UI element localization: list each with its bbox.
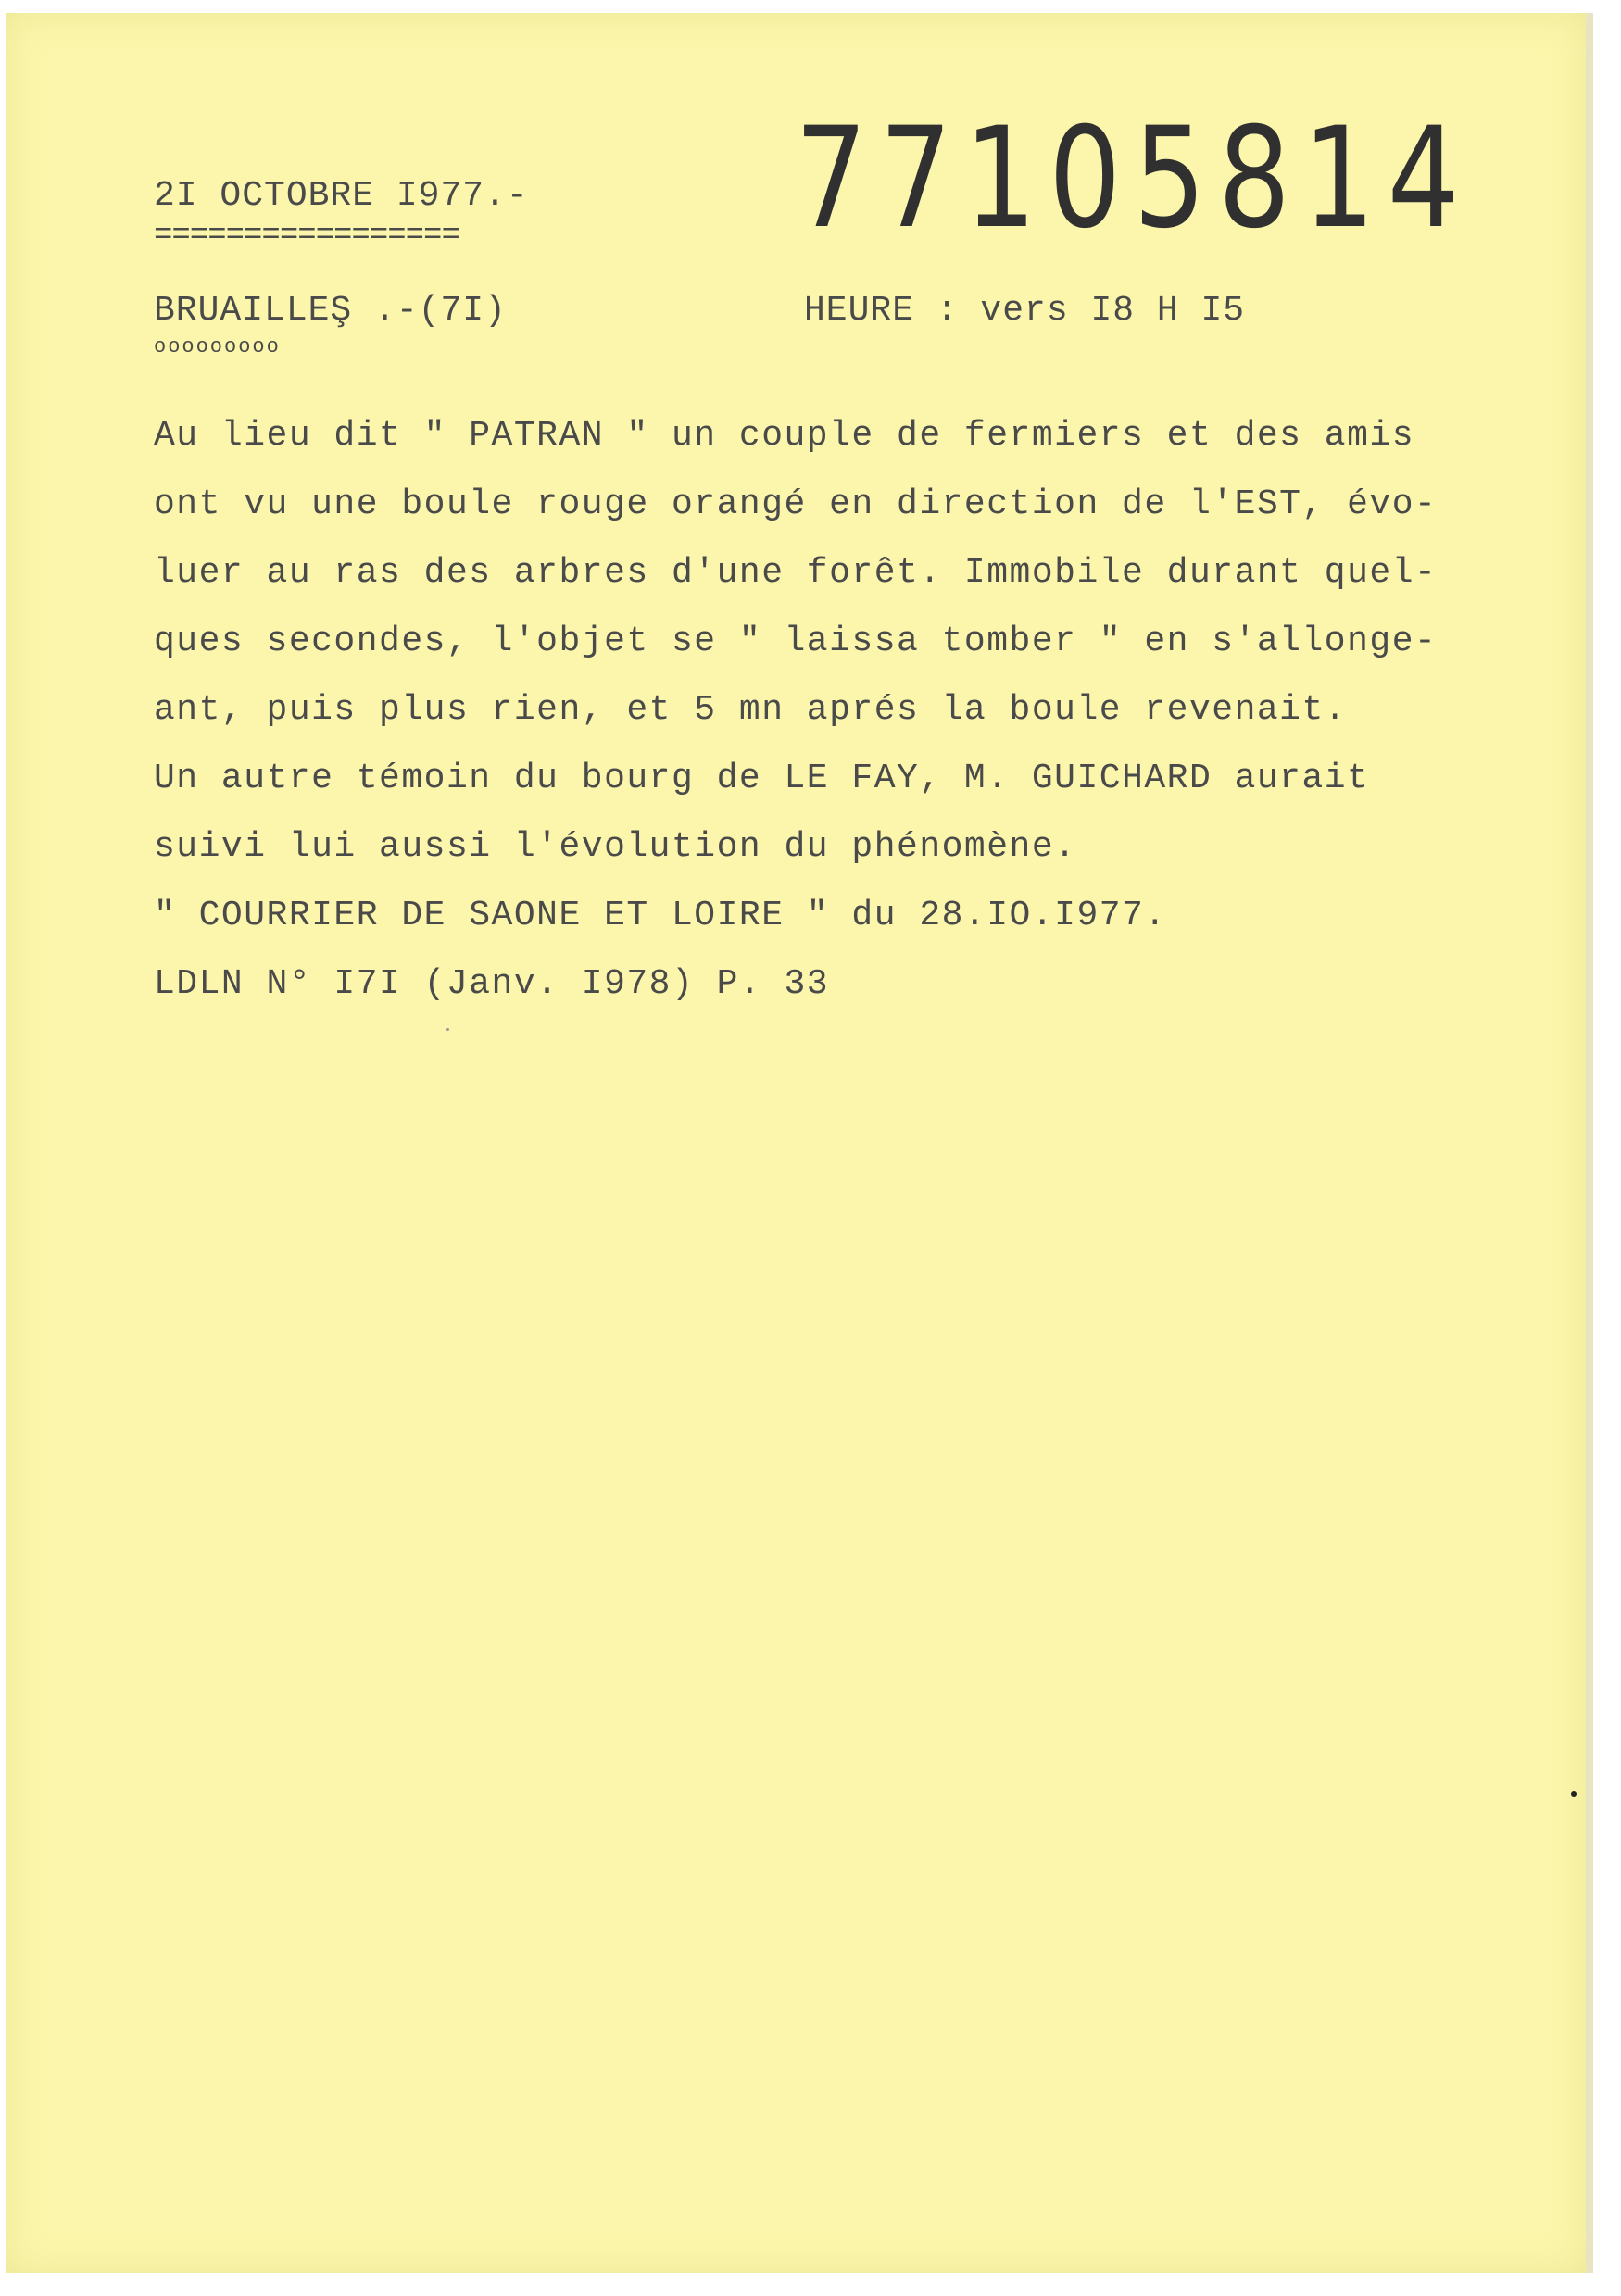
date-underline: ================= — [154, 219, 459, 254]
body-line: Un autre témoin du bourg de LE FAY, M. GUICHARD aurait — [154, 759, 1370, 798]
ldln-reference: LDLN N° I7I (Janv. I978) P. 33 — [154, 964, 830, 1004]
location-heading: BRUAILLEŞ .-(7I) — [154, 291, 507, 331]
report-body — [154, 402, 1525, 1019]
body-line: ques secondes, l'objet se " laissa tomber " en s'allonge- — [154, 621, 1438, 661]
paper-speck — [1571, 1791, 1577, 1797]
location-underline: ooooooooo — [154, 335, 281, 358]
report-date: 2I OCTOBRE I977.- — [154, 176, 529, 216]
body-line: Au lieu dit " PATRAN " un couple de fermiers et des amis — [154, 416, 1415, 456]
body-line: suivi lui aussi l'évolution du phénomène. — [154, 827, 1077, 867]
index-card — [6, 13, 1586, 2273]
body-line: ont vu une boule rouge orangé en direction de l'EST, évo- — [154, 484, 1438, 524]
body-line: ant, puis plus rien, et 5 mn aprés la boule revenait. — [154, 690, 1348, 730]
card-edge — [1586, 13, 1593, 2273]
reference-number-stamp: 77105814 — [795, 98, 1473, 259]
time-of-event: HEURE : vers I8 H I5 — [804, 291, 1246, 331]
paper-speck — [446, 1028, 449, 1031]
source-citation: " COURRIER DE SAONE ET LOIRE " du 28.IO.I977. — [154, 896, 1167, 935]
body-line: luer au ras des arbres d'une forêt. Immobile durant quel- — [154, 553, 1438, 593]
